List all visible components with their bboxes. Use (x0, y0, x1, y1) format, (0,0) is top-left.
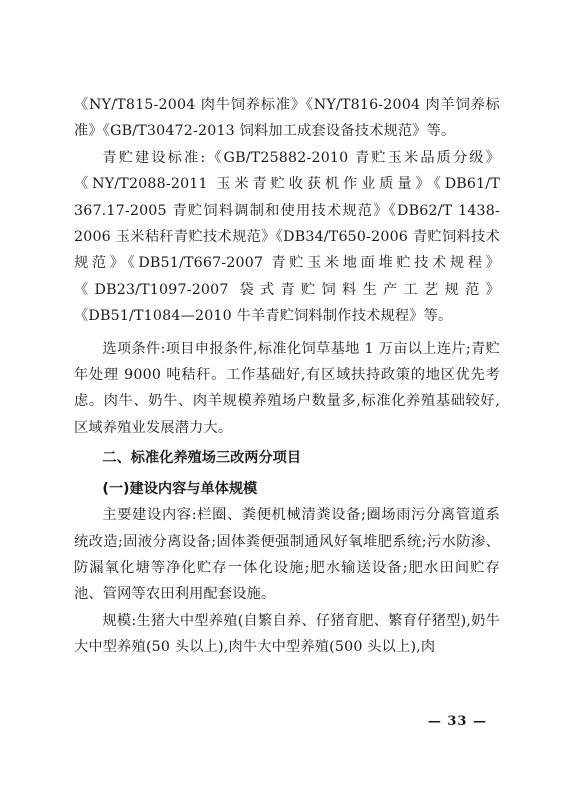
silage-standards-paragraph: 青贮建设标准:《GB/T25882-2010 青贮玉米品质分级》《NY/T2088-2011 玉米青贮收获机作业质量》《DB61/T 367.17-2005 青贮饲料调制和使用技术规范》《DB62/T 1438-2006 玉米秸秆青贮技术规范》《DB34/T650-2006 青贮饲料技术规范》《DB51/T667-2007 青贮玉米地面堆贮技术规程》《DB23/T1097-2007 袋式青贮饲料生产工艺规范》《DB51/T1084—2010 牛羊青贮饲料制作技术规程》等。 (74, 149, 500, 325)
page-number: — 33 — (427, 714, 487, 729)
selection-conditions-paragraph: 选项条件:项目申报条件,标准化饲草基地 1 万亩以上连片;青贮年处理 9000 吨秸秆。工作基础好,有区域扶持政策的地区优先考虑。肉牛、奶牛、肉羊规模养殖场户数量多,标准化养殖基础较好,区域养殖业发展潜力大。 (74, 340, 500, 436)
section-heading: 二、标准化养殖场三改两分项目 (102, 450, 302, 467)
page-body (74, 92, 500, 661)
scale-paragraph: 规模:生猪大中型养殖(自繁自养、仔猪育肥、繁育仔猪型),奶牛大中型养殖(50 头以上),肉牛大中型养殖(500 头以上),肉 (74, 612, 500, 656)
subsection-heading: (一)建设内容与单体规模 (102, 480, 258, 497)
standards-list-paragraph: 《NY/T815-2004 肉牛饲养标准》《NY/T816-2004 肉羊饲养标准》《GB/T30472-2013 饲料加工成套设备技术规范》等。 (74, 97, 500, 140)
construction-content-paragraph: 主要建设内容:栏圈、粪便机械清粪设备;圈场雨污分离管道系统改造;固液分离设备;固体粪便强制通风好氧堆肥系统;污水防渗、防漏氧化塘等净化贮存一体化设施;肥水输送设备;肥水田间贮存池、管网等农田利用配套设施。 (74, 507, 500, 603)
